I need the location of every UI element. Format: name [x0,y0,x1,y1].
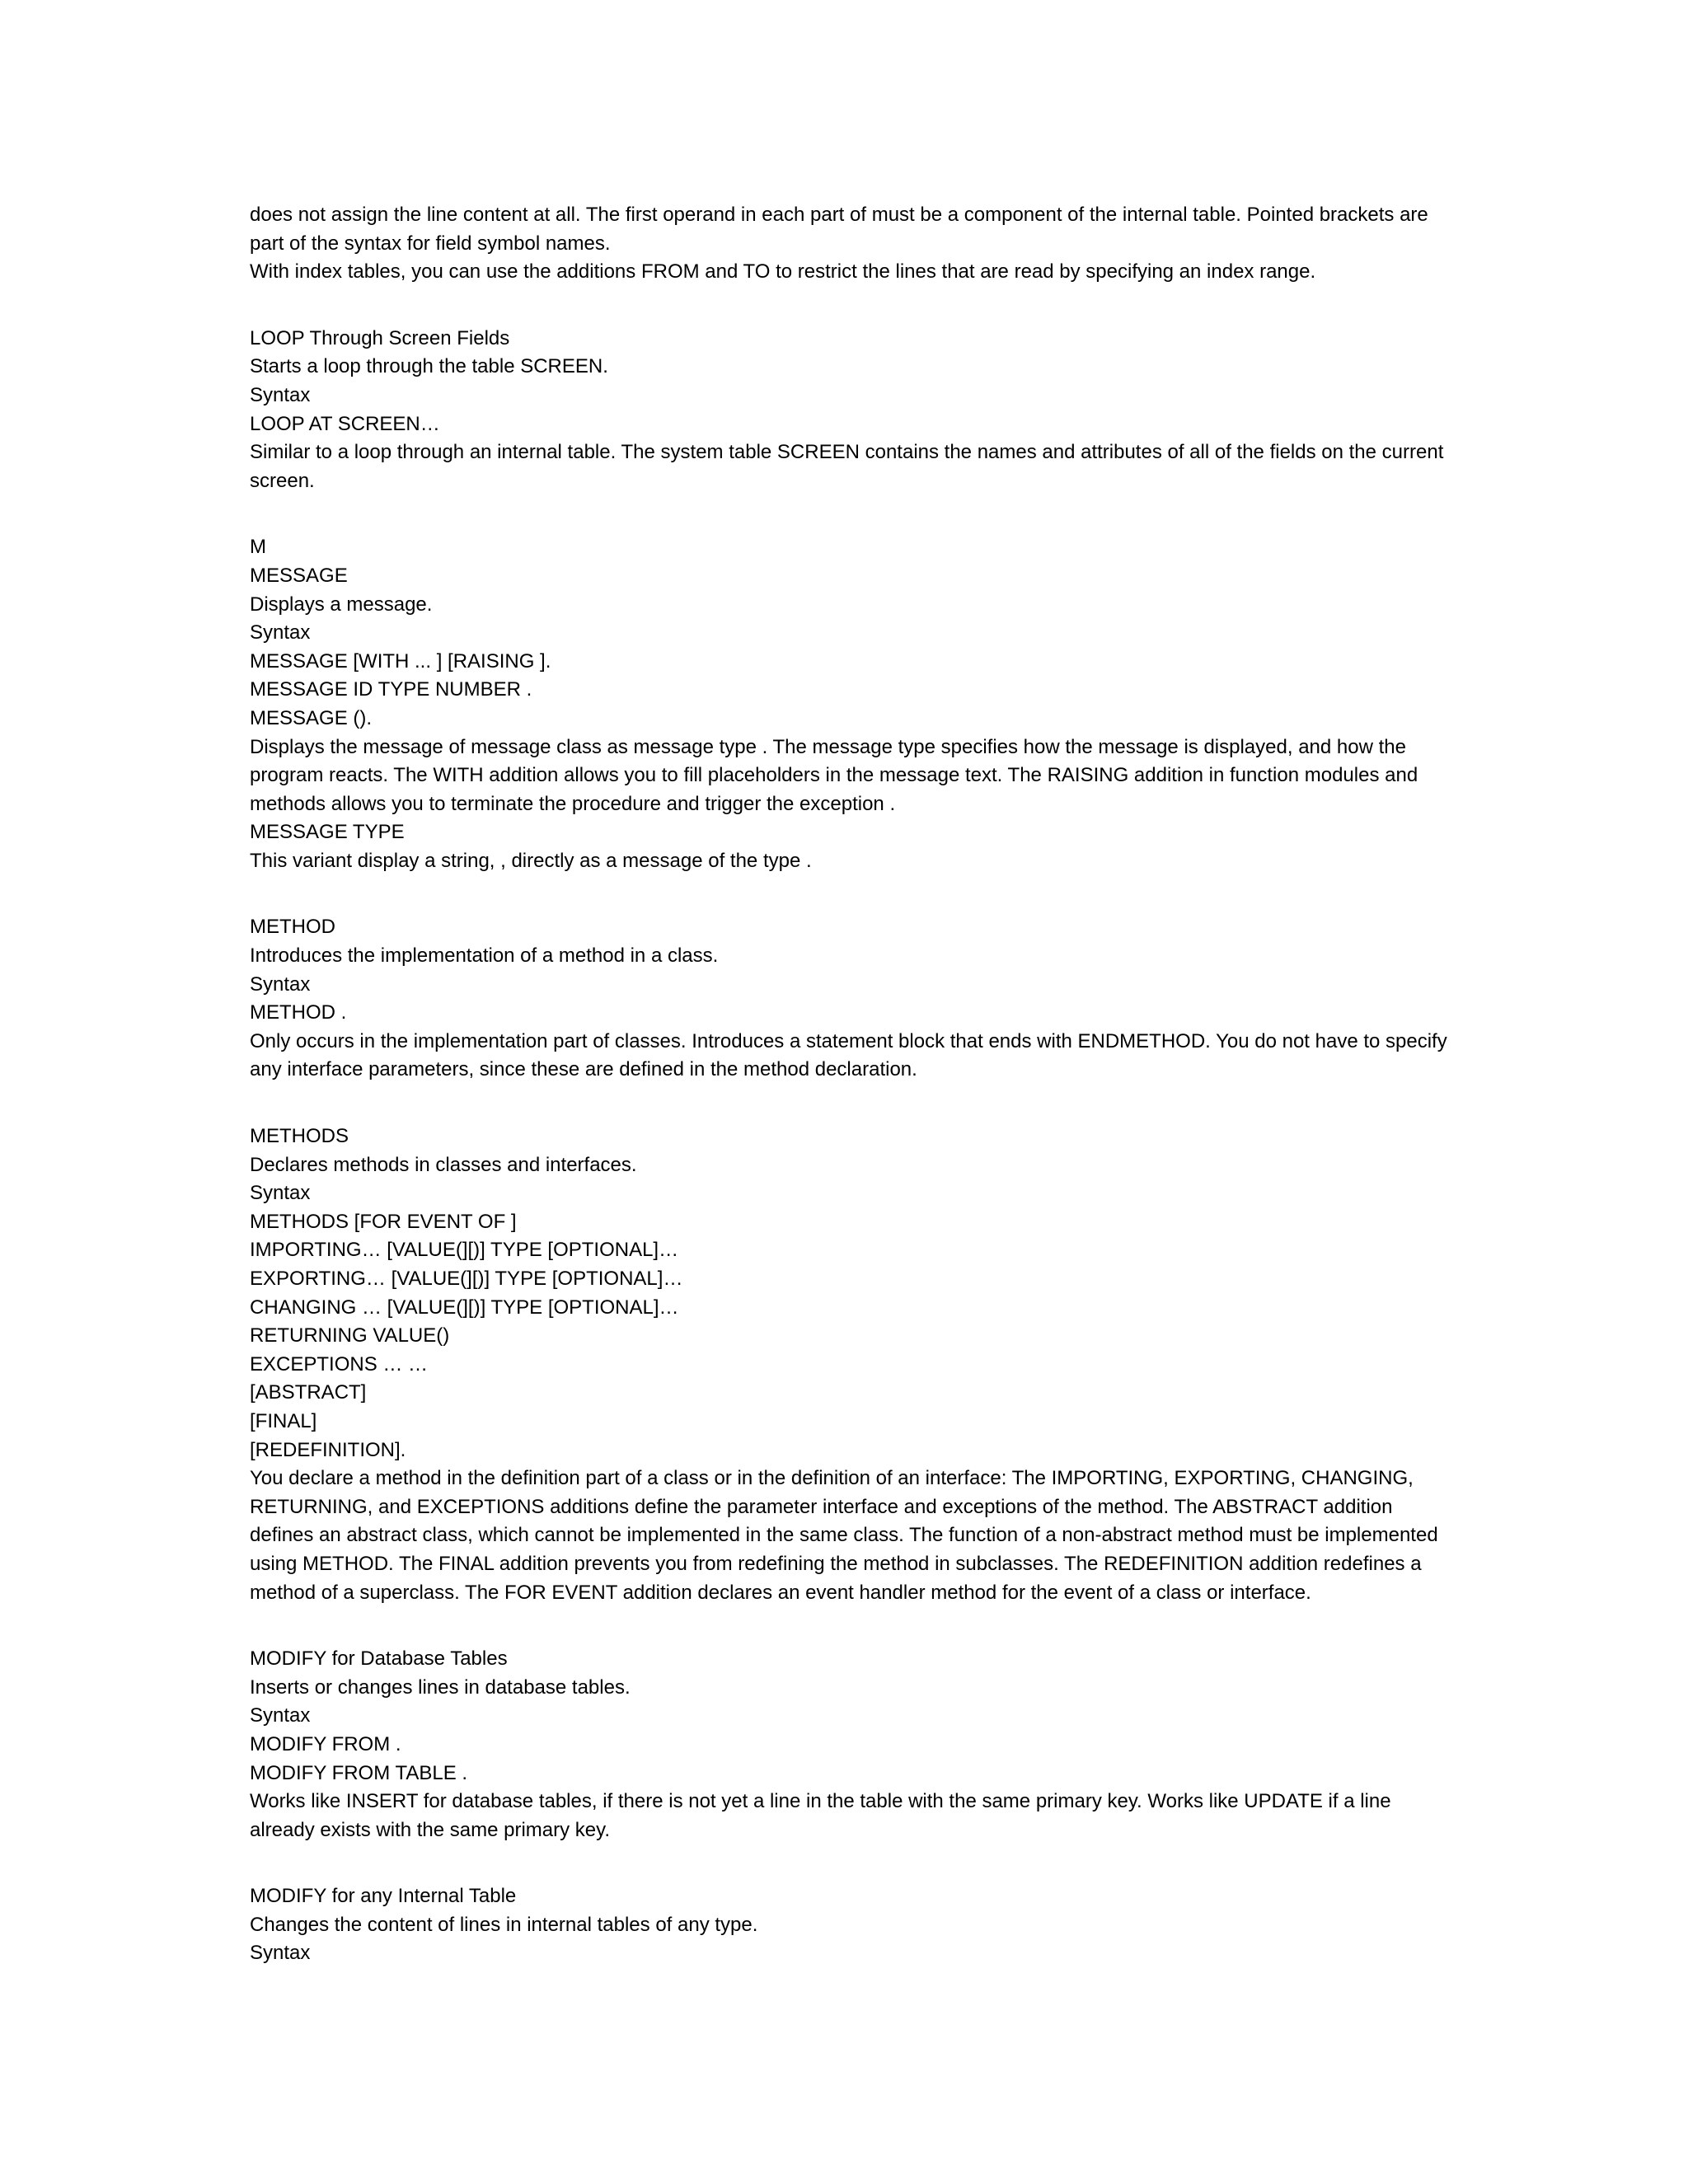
paragraph: With index tables, you can use the additions FROM and TO to restrict the lines that are read by specifying an index range. [250,260,1316,284]
section-read-table-continuation [250,201,1453,287]
syntax-line: MODIFY FROM TABLE . [250,1761,468,1784]
section-modify-internal-table [250,1882,1453,1968]
section-message [250,533,1453,875]
syntax-label: Syntax [250,621,311,644]
entry-description: Only occurs in the implementation part of classes. Introduces a statement block that ends with ENDMETHOD. You do not have to specify any interface parameters, since these are defined in the method declaration. [250,1029,1447,1081]
syntax-line: METHODS [FOR EVENT OF ] [250,1210,517,1233]
syntax-line: IMPORTING… [VALUE(][)] TYPE [OPTIONAL]… [250,1239,679,1262]
syntax-line: MESSAGE [WITH ... ] [RAISING ]. [250,649,551,673]
entry-heading: MESSAGE [250,564,348,587]
variant-description: This variant display a string, , directly as a message of the type . [250,849,812,872]
variant-heading: MESSAGE TYPE [250,821,405,844]
letter-heading: M [250,536,266,559]
entry-description: Similar to a loop through an internal table. The system table SCREEN contains the names and attributes of all of the fields on the current screen. [250,441,1444,492]
syntax-line: METHOD . [250,1001,347,1024]
syntax-line: MESSAGE (). [250,706,373,729]
syntax-line: RETURNING VALUE() [250,1324,450,1347]
entry-summary: Starts a loop through the table SCREEN. [250,355,608,378]
entry-description: Displays the message of message class as message type . The message type specifies how the message is displayed, and how the program reacts. The WITH addition allows you to fill placeholders in the message text. The RAISING addition in function modules and methods allows you to terminate the procedure and trigger the exception . [250,735,1418,815]
entry-summary: Displays a message. [250,593,433,616]
entry-summary: Changes the content of lines in internal tables of any type. [250,1913,758,1936]
syntax-line: MESSAGE ID TYPE NUMBER . [250,678,532,701]
syntax-label: Syntax [250,1942,311,1965]
syntax-label: Syntax [250,972,311,996]
entry-summary: Inserts or changes lines in database tables. [250,1675,631,1699]
document-body [250,201,1453,2006]
syntax-line: LOOP AT SCREEN… [250,412,440,435]
entry-heading: METHOD [250,916,335,939]
entry-summary: Introduces the implementation of a method in a class. [250,944,719,968]
entry-heading: MODIFY for Database Tables [250,1647,508,1671]
section-loop-screen [250,325,1453,496]
syntax-label: Syntax [250,1182,311,1205]
entry-heading: METHODS [250,1125,349,1148]
syntax-line: EXPORTING… [VALUE(][)] TYPE [OPTIONAL]… [250,1268,683,1290]
syntax-line: EXCEPTIONS … … [250,1352,429,1376]
entry-summary: Declares methods in classes and interfaces. [250,1153,637,1176]
section-modify-database [250,1645,1453,1844]
syntax-line: CHANGING … [VALUE(][)] TYPE [OPTIONAL]… [250,1296,679,1319]
section-method [250,913,1453,1085]
paragraph: does not assign the line content at all. The first operand in each part of must be a component of the internal table. Pointed brackets are part of the syntax for field symbol names. [250,204,1428,255]
syntax-label: Syntax [250,1704,311,1727]
syntax-line: MODIFY FROM . [250,1732,401,1755]
entry-heading: MODIFY for any Internal Table [250,1885,517,1908]
entry-description: You declare a method in the definition part of a class or in the definition of an interface: The IMPORTING, EXPORTING, CHANGING, RETURNING, and EXCEPTIONS additions define the parameter interface and exceptions of the method. The ABSTRACT addition defines an abstract class, which cannot be implemented in the same class. The function of a non-abstract method must be implemented using METHOD. The FINAL addition prevents you from redefining the method in subclasses. The REDEFINITION addition redefines a method of a superclass. The FOR EVENT addition declares an event handler method for the event of a class or interface. [250,1467,1438,1604]
section-methods [250,1122,1453,1607]
syntax-line: [FINAL] [250,1409,317,1432]
syntax-line: [ABSTRACT] [250,1381,367,1404]
syntax-label: Syntax [250,383,311,406]
entry-description: Works like INSERT for database tables, if there is not yet a line in the table with the same primary key. Works like UPDATE if a line already exists with the same primary key. [250,1790,1391,1841]
syntax-line: [REDEFINITION]. [250,1438,406,1461]
entry-heading: LOOP Through Screen Fields [250,326,510,349]
